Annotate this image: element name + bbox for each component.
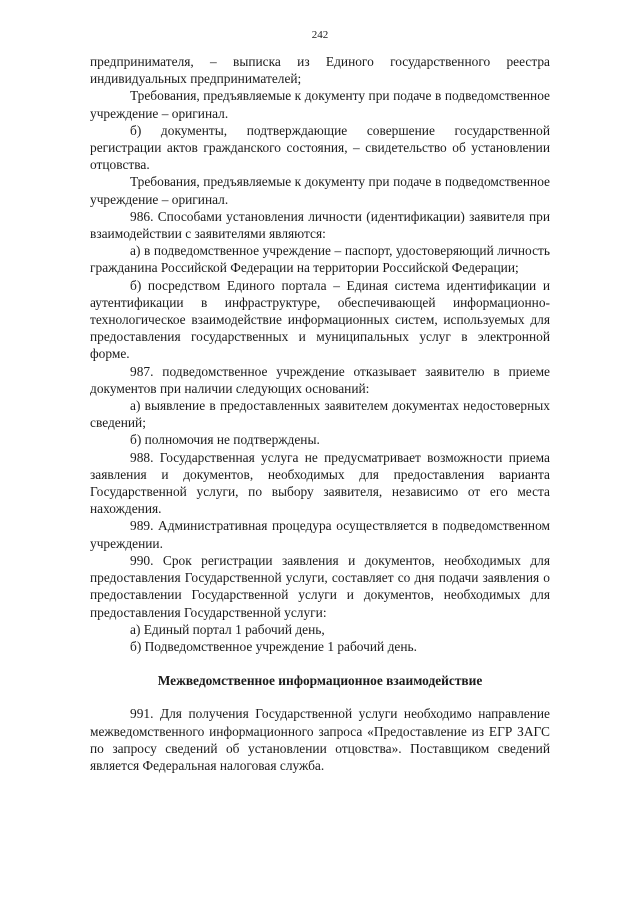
document-body [90,53,550,774]
paragraph-item-a: а) выявление в предоставленных заявителем документах недостоверных сведений; [90,398,550,431]
paragraph-991: 991. Для получения Государственной услуги необходимо направление межведомственного информационного запроса «Предоставление из ЕГР ЗАГС по запросу сведений об установлении отцовства». Поставщиком сведений является Федеральная налоговая служба. [90,706,550,773]
paragraph-989: 989. Административная процедура осуществляется в подведомственном учреждении. [90,518,550,551]
paragraph-988: 988. Государственная услуга не предусматривает возможности приема заявления и документов, необходимых для предоставления варианта Государственной услуги, по выбору заявителя, независимо от его места нахождения. [90,449,550,517]
paragraph-continuation: предпринимателя, – выписка из Единого государственного реестра индивидуальных предпринимателей; [90,54,550,87]
paragraph-item-b: б) документы, подтверждающие совершение государственной регистрации актов гражданского состояния, – свидетельство об установлении отцовства. [90,122,550,173]
paragraph-item-b: б) посредством Единого портала – Единая система идентификации и аутентификации в инфраструктуре, обеспечивающей информационно-технологическое взаимодействие информационных систем, используемых для предоставления государственных и муниципальных услуг в электронной форме. [90,277,550,362]
paragraph-requirements: Требования, предъявляемые к документу при подаче в подведомственное учреждение – оригинал. [90,88,550,121]
paragraph-requirements: Требования, предъявляемые к документу при подаче в подведомственное учреждение – оригинал. [90,174,550,207]
paragraph-item-a: а) Единый портал 1 рабочий день, [130,621,325,637]
paragraph-986: 986. Способами установления личности (идентификации) заявителя при взаимодействии с заявителями являются: [90,208,550,242]
page-number: 242 [311,29,329,41]
paragraph-987: 987. подведомственное учреждение отказывает заявителю в приеме документов при наличии следующих оснований: [90,363,550,396]
paragraph-item-b: б) Подведомственное учреждение 1 рабочий день. [130,638,417,654]
paragraph-item-a: а) в подведомственное учреждение – паспорт, удостоверяющий личность гражданина Российской Федерации на территории Российской Федерации; [90,243,550,276]
paragraph-990: 990. Срок регистрации заявления и документов, необходимых для предоставления Государственной услуги, составляет со дня подачи заявления о предоставлении Государственной услуги и документов, необходимых для предоставления Государственной услуги: [90,552,550,620]
section-heading: Межведомственное информационное взаимодействие [157,673,483,689]
paragraph-item-b: б) полномочия не подтверждены. [130,432,320,448]
